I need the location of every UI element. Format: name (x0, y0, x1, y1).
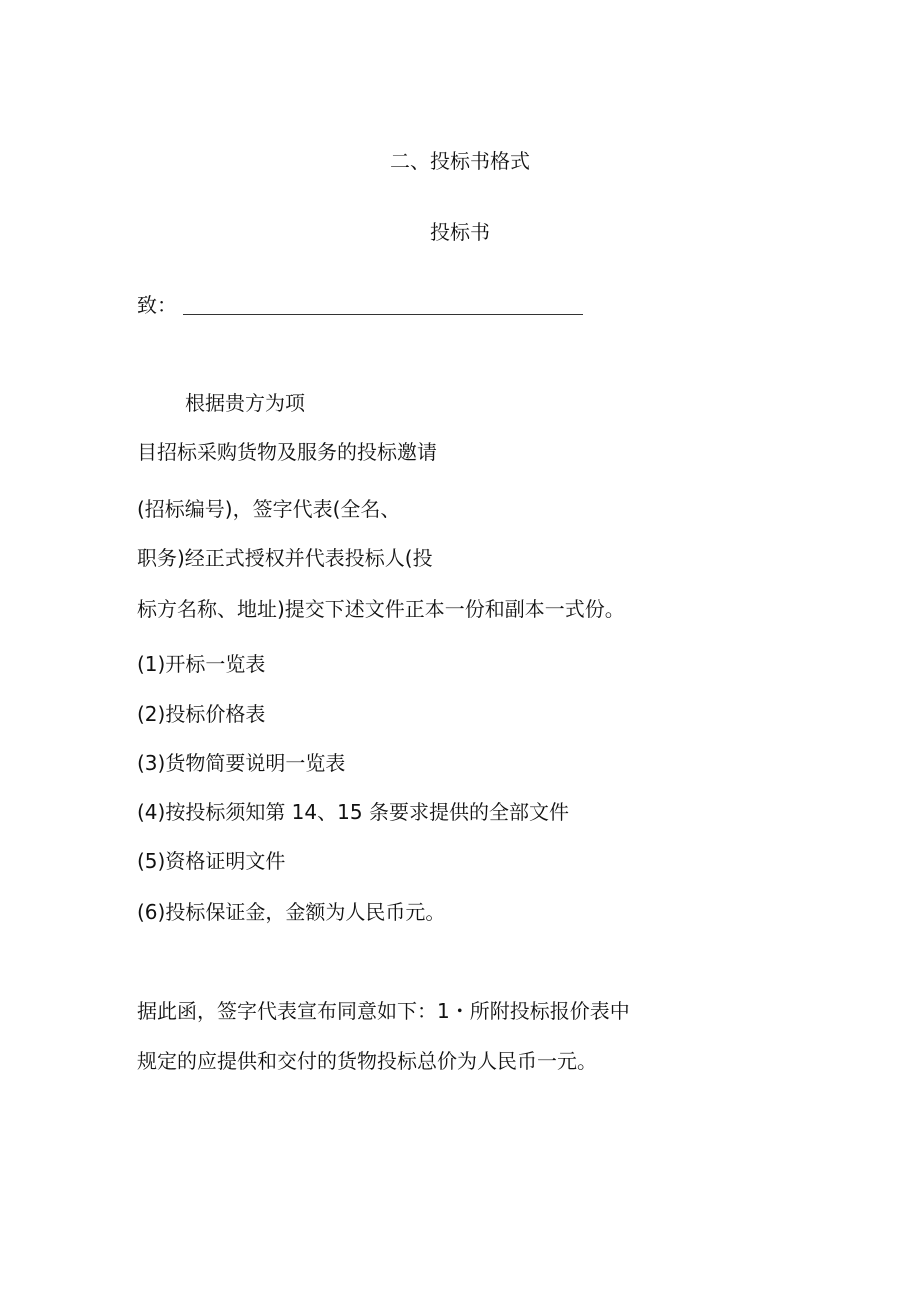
list-item: (1)开标一览表 (137, 652, 266, 676)
declaration-line-1: 据此函，签字代表宣布同意如下：1・所附投标报价表中 (137, 999, 630, 1023)
list-item: (4)按投标须知第 14、15 条要求提供的全部文件 (137, 800, 569, 824)
section-title: 二、投标书格式 (390, 149, 530, 173)
intro-line-5: 标方名称、地址)提交下述文件正本一份和副本一式份。 (137, 597, 625, 621)
intro-line-1: 根据贵方为项 (185, 391, 305, 415)
recipient-blank-line[interactable] (183, 314, 583, 315)
declaration-line-2: 规定的应提供和交付的货物投标总价为人民币一元。 (137, 1049, 597, 1073)
list-item: (5)资格证明文件 (137, 849, 286, 873)
list-item: (2)投标价格表 (137, 702, 266, 726)
intro-line-4: 职务)经正式授权并代表投标人(投 (137, 546, 433, 570)
list-item: (6)投标保证金，金额为人民币元。 (137, 900, 446, 924)
list-item: (3)货物简要说明一览表 (137, 751, 346, 775)
recipient-label: 致： (137, 293, 177, 317)
intro-line-2: 目招标采购货物及服务的投标邀请 (137, 440, 437, 464)
intro-line-3: (招标编号)，签字代表(全名、 (137, 497, 401, 521)
document-title: 投标书 (430, 220, 490, 244)
